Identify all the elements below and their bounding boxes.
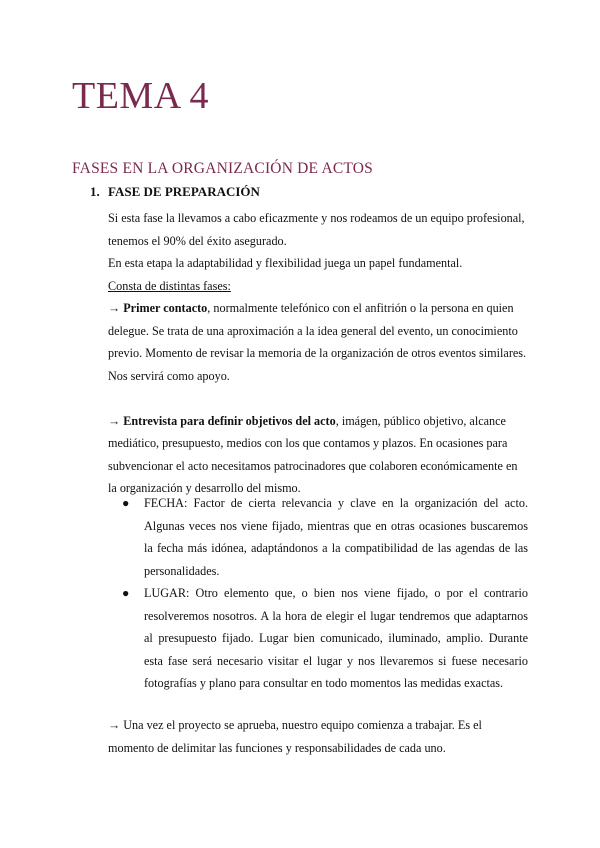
heading-fase-preparacion [90,184,260,200]
phase-primer-contacto [108,297,528,387]
heading-number: 1. [90,184,100,199]
intro-paragraph-1: Si esta fase la llevamos a cabo eficazmente y nos rodeamos de un equipo profesional, tenemos el 90% del éxito asegurado. [108,211,525,248]
bullet-icon: ● [122,586,130,600]
arrow-icon: → [108,413,121,428]
phase-entrevista [108,410,528,500]
list-item-lugar [108,582,528,695]
phase-entrevista-title: Entrevista para definir objetivos del acto [123,413,336,428]
page-title: TEMA 4 [72,75,210,117]
intro-paragraph-2: En esta etapa la adaptabilidad y flexibilidad juega un papel fundamental. [108,256,463,270]
heading-text: FASE DE PREPARACIÓN [108,184,260,199]
bullet-list [108,492,528,695]
list-item-text: LUGAR: Otro elemento que, o bien nos viene fijado, o por el contrario resolveremos nosotros. A la hora de elegir el lugar tendremos que adaptarnos al presupuesto fijado. Lugar bien comunicado, iluminado, amplio. Durante esta fase será necesario visitar el lugar y nos llevaremos si fuese necesario fotografías y plano para consultar en todo momentos las medidas exactas. [144,586,528,690]
phase-entrevista-text: , imágen, público objetivo, alcance mediático, presupuesto, medios con los que contamos y plazos. En ocasiones para subvencionar el acto necesitamos patrocinadores que colaboren económicamente en la organización y desarrollo del mismo. [108,413,518,495]
body-text [108,207,528,500]
list-item-text: FECHA: Factor de cierta relevancia y clave en la organización del acto. Algunas veces nos viene fijado, mientras que en otras ocasiones buscaremos la fecha más idónea, adaptándonos a la compatibilidad de las agendas de las personalidades. [144,496,528,578]
phase-primer-contacto-title: Primer contacto [123,301,208,315]
spacer [108,387,528,410]
arrow-icon: → [108,301,121,315]
bullet-icon: ● [122,496,130,510]
list-item-fecha [108,492,528,582]
phase-proyecto-aprobado: → Una vez el proyecto se aprueba, nuestro equipo comienza a trabajar. Es el momento de delimitar las funciones y responsabilidades de cada uno. [108,718,482,755]
section-title: FASES EN LA ORGANIZACIÓN DE ACTOS [72,160,373,177]
phase-primer-contacto-text: , normalmente telefónico con el anfitrión o la persona en quien delegue. Se trata de una aproximación a la idea general del evento, un conocimiento previo. Momento de revisar la memoria de la organización de otros eventos similares. Nos servirá como apoyo. [108,301,527,383]
phases-label: Consta de distintas fases: [108,278,231,293]
